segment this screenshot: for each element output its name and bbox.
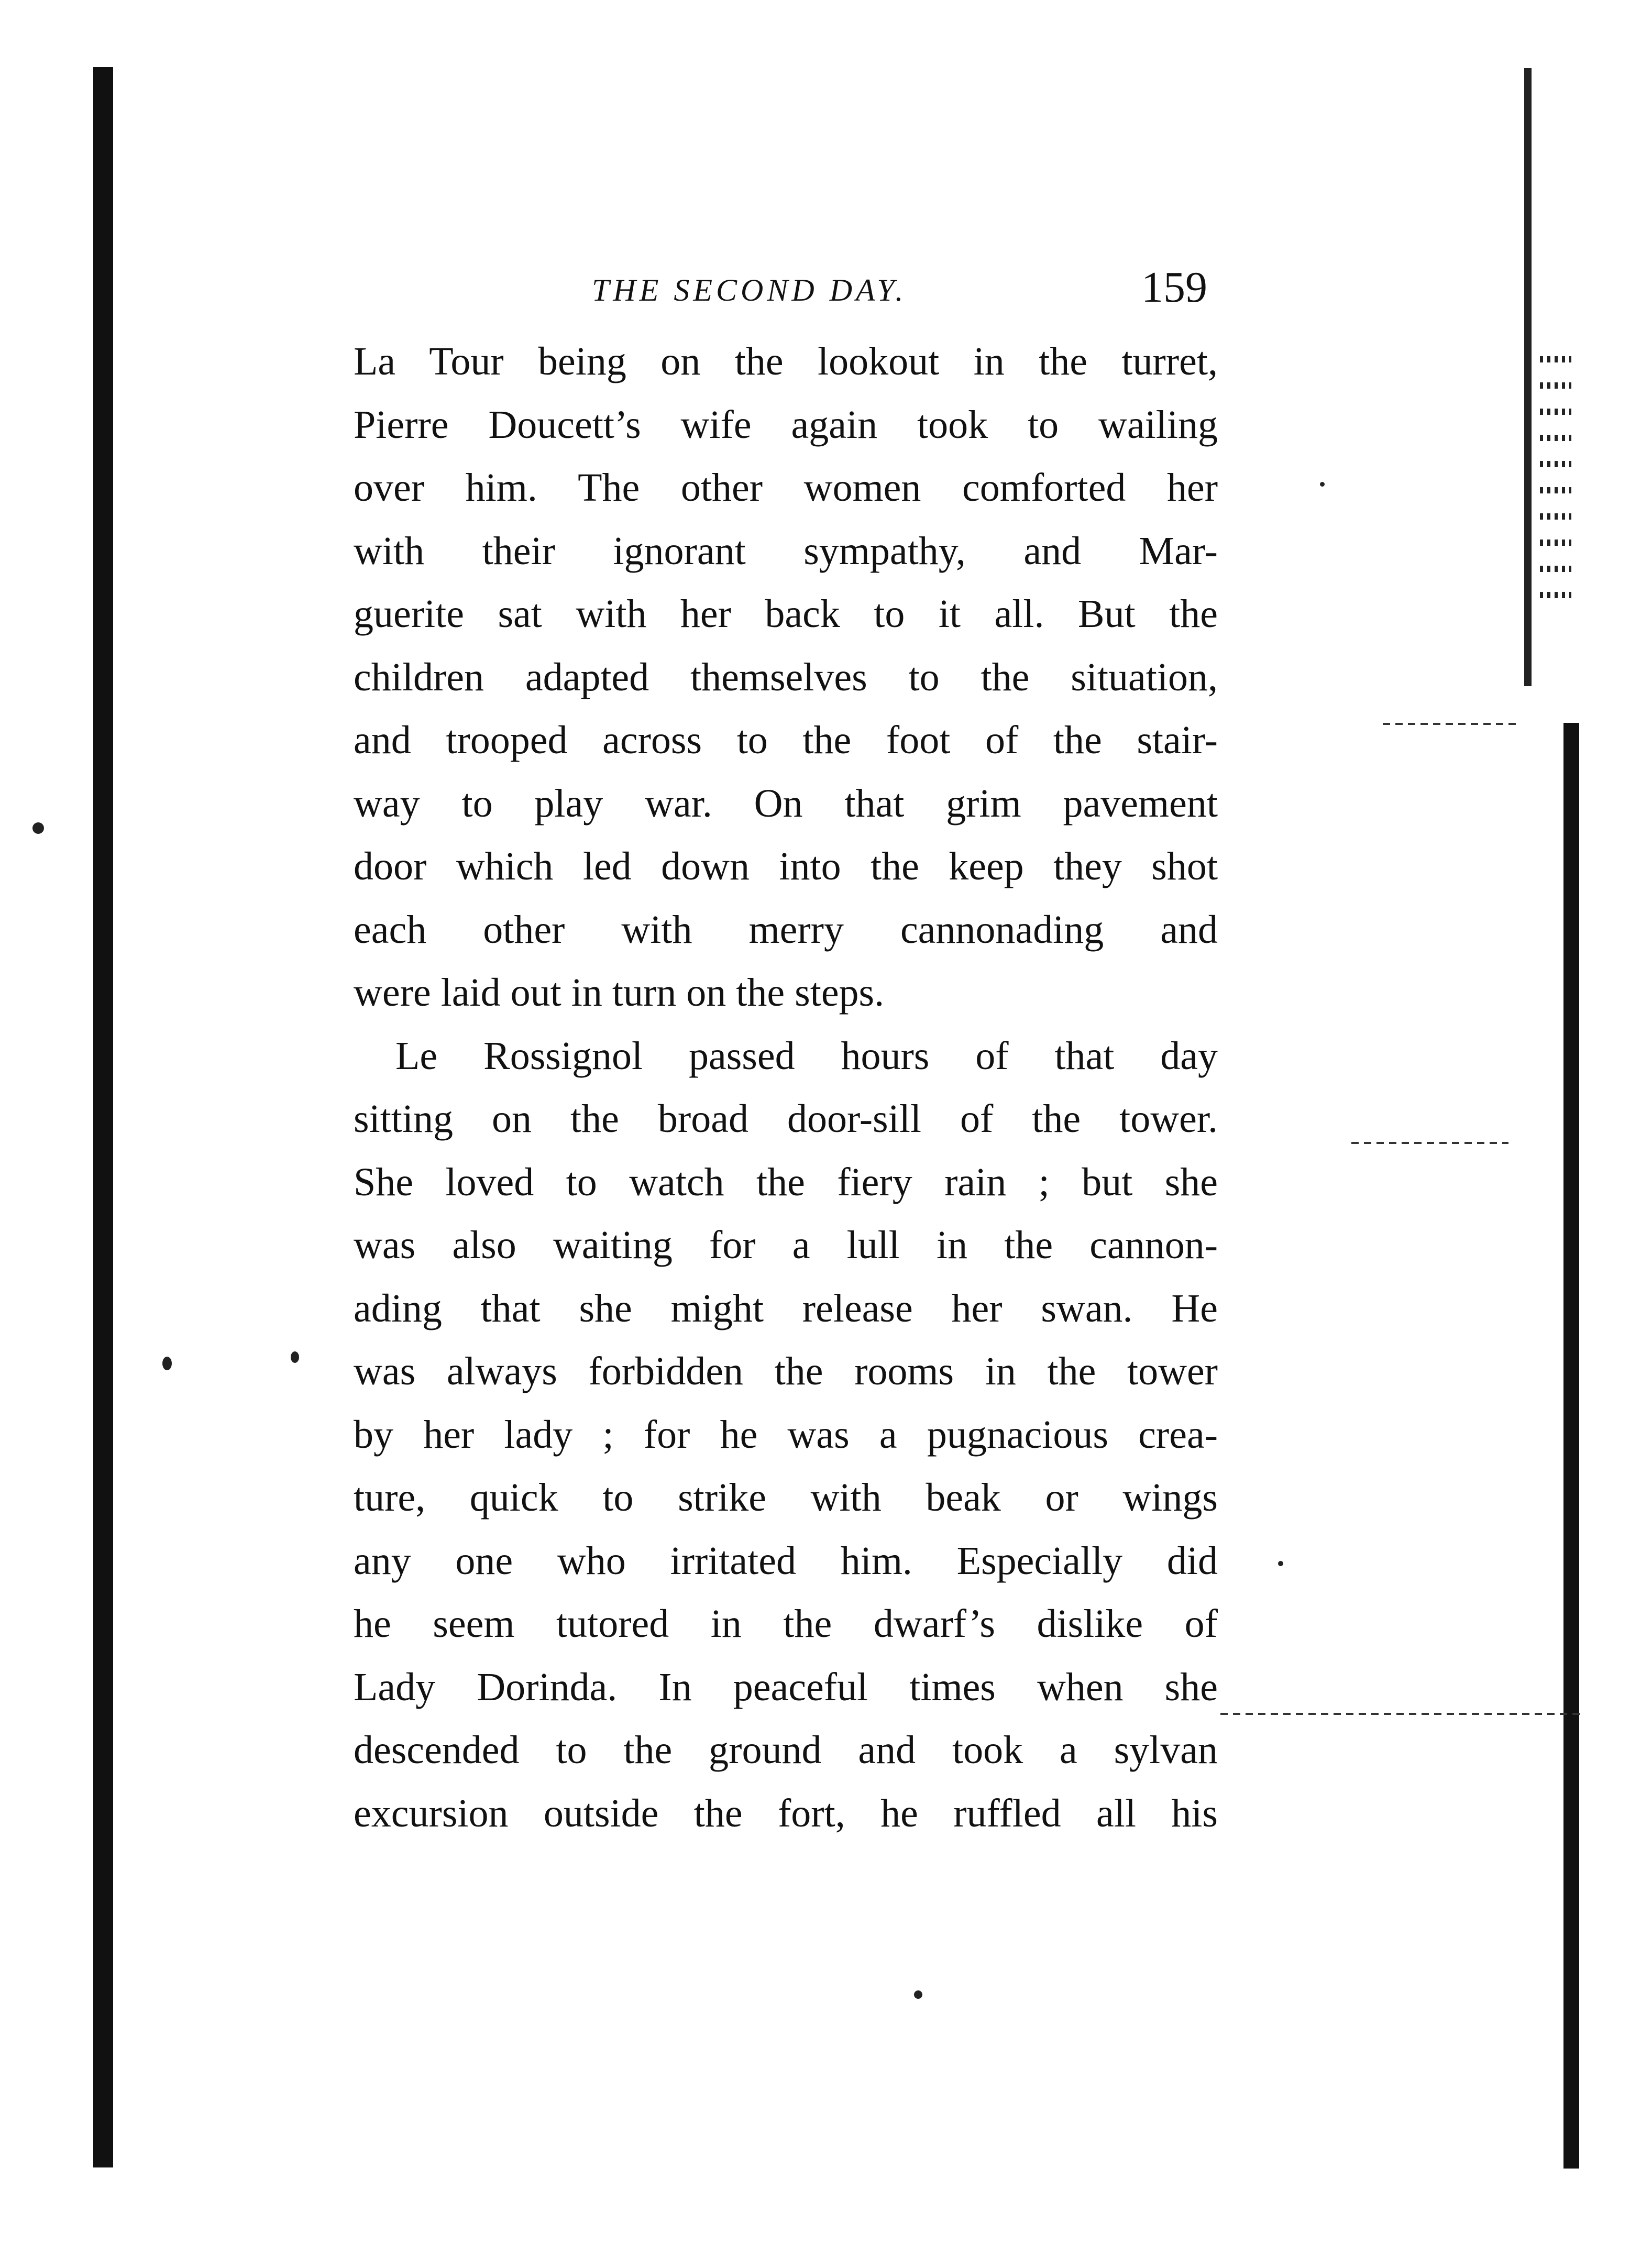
text-line: descended to the ground and took a sylvan <box>354 1728 1218 1772</box>
scan-dotted-rule <box>1220 1713 1582 1715</box>
page-header <box>356 262 1226 325</box>
text-line: She loved to watch the fiery rain ; but she <box>354 1160 1218 1204</box>
text-line: and trooped across to the foot of the stair- <box>354 718 1218 762</box>
scan-speck <box>291 1351 299 1363</box>
text-line: Lady Dorinda. In peaceful times when she <box>354 1665 1218 1709</box>
scan-speck <box>1278 1561 1283 1566</box>
text-line: La Tour being on the lookout in the turret, <box>354 339 1218 383</box>
scan-edge-right <box>1563 723 1579 2169</box>
text-line: children adapted themselves to the situation, <box>354 655 1218 699</box>
text-line: Pierre Doucett’s wife again took to wailing <box>354 402 1218 447</box>
scan-speck <box>162 1357 172 1370</box>
scan-edge-left <box>93 67 113 2167</box>
text-line: ture, quick to strike with beak or wings <box>354 1476 1218 1520</box>
scan-dotted-rule <box>1351 1142 1508 1144</box>
scan-speck <box>32 822 44 834</box>
text-line: by her lady ; for he was a pugnacious crea- <box>354 1412 1218 1457</box>
text-line: door which led down into the keep they shot <box>354 844 1218 888</box>
scan-speck <box>914 1990 922 1999</box>
scan-ruler-marks <box>1540 356 1571 650</box>
text-line: any one who irritated him. Especially did <box>354 1538 1218 1583</box>
paragraph-start-line: Le Rossignol passed hours of that day <box>395 1033 1218 1078</box>
text-line: he seem tutored in the dwarf’s dislike of <box>354 1602 1218 1646</box>
scan-dotted-rule <box>1383 723 1519 725</box>
text-line: each other with merry cannonading and <box>354 907 1218 952</box>
page-number: 159 <box>1141 263 1207 312</box>
text-line: with their ignorant sympathy, and Mar- <box>354 529 1218 573</box>
paragraph-end-line: were laid out in turn on the steps. <box>354 971 885 1015</box>
text-line: way to play war. On that grim pavement <box>354 781 1218 826</box>
text-line: over him. The other women comforted her <box>354 466 1218 510</box>
scan-speck <box>1320 482 1325 487</box>
text-line: excursion outside the fort, he ruffled all his <box>354 1791 1218 1835</box>
running-head: THE SECOND DAY. <box>592 273 907 307</box>
scan-edge-right-upper <box>1524 68 1532 686</box>
text-line: guerite sat with her back to it all. But the <box>354 592 1218 636</box>
text-line: ading that she might release her swan. He <box>354 1286 1218 1330</box>
body-text <box>354 330 1218 1845</box>
text-line: was always forbidden the rooms in the tower <box>354 1349 1218 1393</box>
text-line: was also waiting for a lull in the cannon- <box>354 1223 1218 1267</box>
text-line: sitting on the broad door-sill of the tower. <box>354 1097 1218 1141</box>
